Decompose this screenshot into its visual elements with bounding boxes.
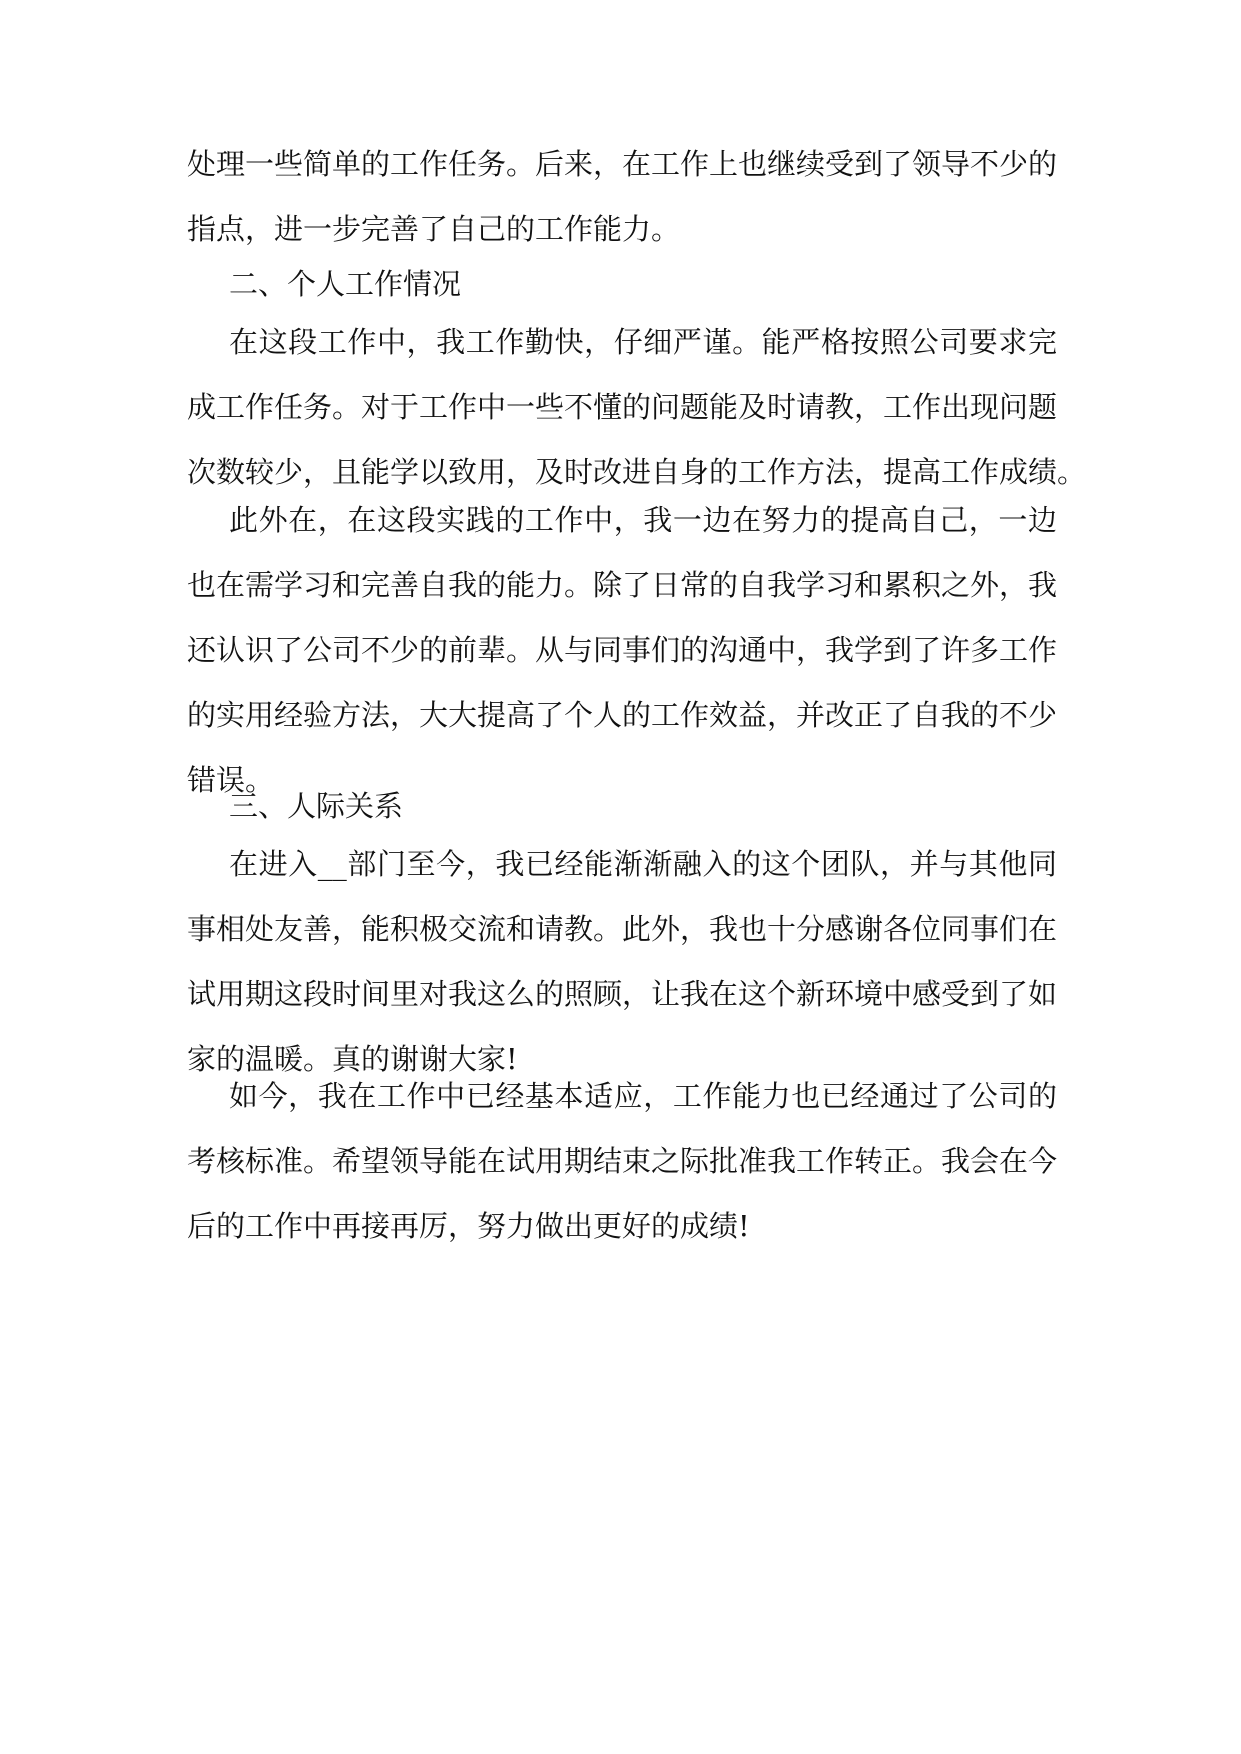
text-line: 还认识了公司不少的前辈。从与同事们的沟通中，我学到了许多工作 <box>187 633 1058 667</box>
text-line: 试用期这段时间里对我这么的照顾，让我在这个新环境中感受到了如 <box>187 977 1058 1011</box>
text-line: 家的温暖。真的谢谢大家! <box>187 1042 518 1076</box>
text-line: 如今，我在工作中已经基本适应，工作能力也已经通过了公司的 <box>229 1079 1057 1113</box>
text-line: 的实用经验方法，大大提高了个人的工作效益，并改正了自我的不少 <box>187 698 1058 732</box>
text-line: 处理一些简单的工作任务。后来，在工作上也继续受到了领导不少的 <box>187 147 1058 181</box>
text-line: 此外在，在这段实践的工作中，我一边在努力的提高自己，一边 <box>229 503 1057 537</box>
text-line: 也在需学习和完善自我的能力。除了日常的自我学习和累积之外，我 <box>187 568 1058 602</box>
paragraph-team-integration <box>187 832 1057 1092</box>
paragraph-work-attitude <box>187 310 1087 505</box>
section-heading-relationships <box>187 774 1057 839</box>
text-line: 考核标准。希望领导能在试用期结束之际批准我工作转正。我会在今 <box>187 1144 1058 1178</box>
paragraph-conclusion <box>187 1064 1057 1259</box>
text-line: 次数较少，且能学以致用，及时改进自身的工作方法，提高工作成绩。 <box>187 455 1087 489</box>
paragraph-self-improvement <box>187 488 1057 813</box>
text-line: 成工作任务。对于工作中一些不懂的问题能及时请教，工作出现问题 <box>187 390 1058 424</box>
paragraph-continuation <box>187 132 1057 262</box>
text-line: 在进入__部门至今，我已经能渐渐融入的这个团队，并与其他同 <box>229 847 1057 881</box>
section-heading: 三、人际关系 <box>229 789 404 823</box>
section-heading-personal-work <box>187 252 1057 317</box>
text-line: 后的工作中再接再厉，努力做出更好的成绩! <box>187 1209 750 1243</box>
text-line: 事相处友善，能积极交流和请教。此外，我也十分感谢各位同事们在 <box>187 912 1058 946</box>
text-line: 错误。 <box>187 763 275 797</box>
text-line: 指点，进一步完善了自己的工作能力。 <box>187 212 681 246</box>
section-heading: 二、个人工作情况 <box>229 267 462 301</box>
text-line: 在这段工作中，我工作勤快，仔细严谨。能严格按照公司要求完 <box>229 325 1057 359</box>
